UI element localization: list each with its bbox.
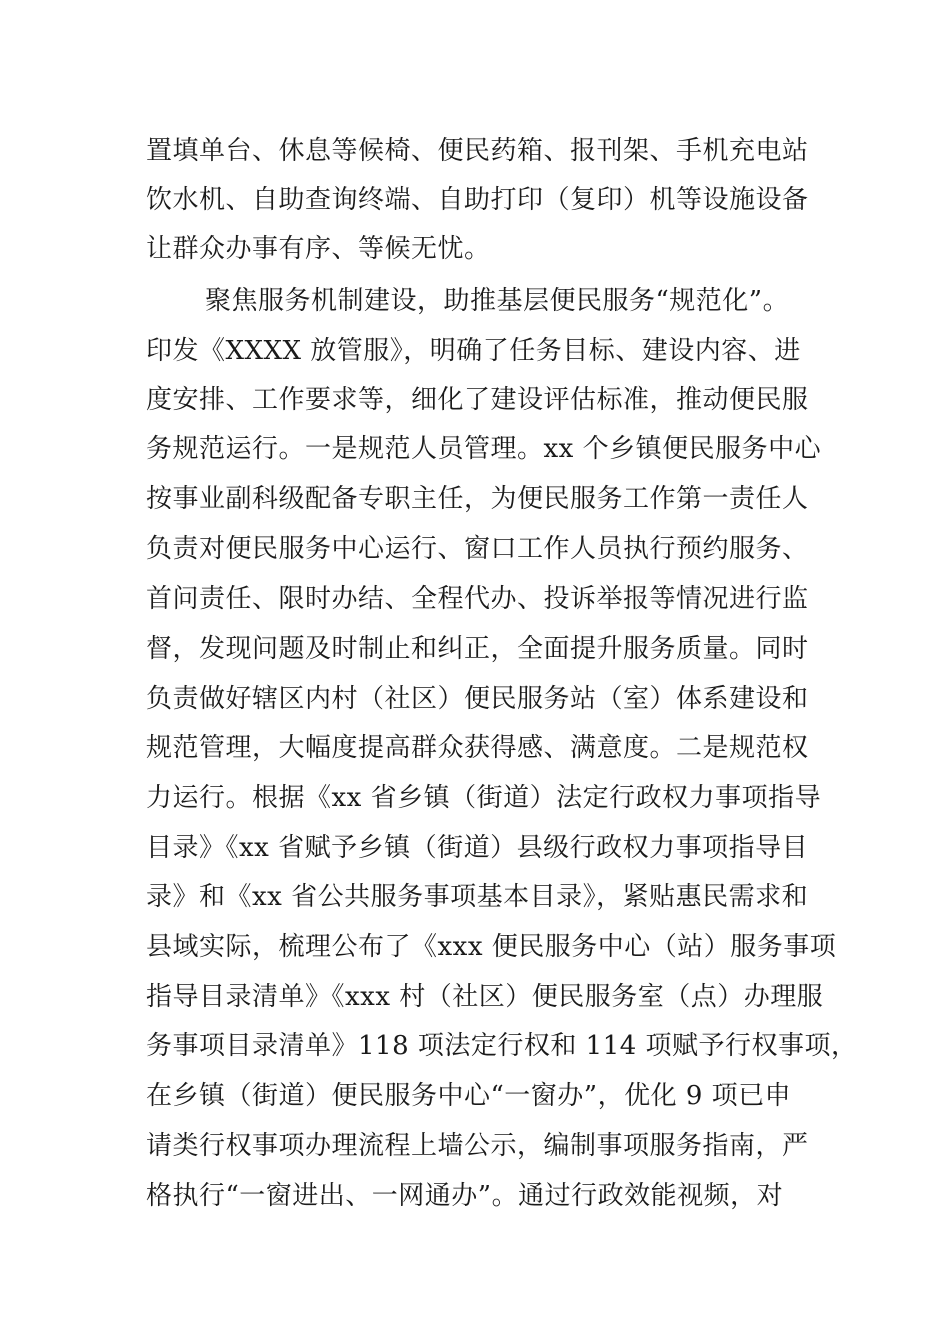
text-line-2: 饮水机、自助查询终端、自助打印（复印）机等设施设备 bbox=[146, 185, 809, 215]
text-line-9: 负责对便民服务中心运行、窗口工作人员执行预约服务、 bbox=[146, 534, 809, 564]
text-line-16: 录》和《xx 省公共服务事项基本目录》，紧贴惠民需求和 bbox=[146, 882, 809, 912]
text-line-11: 督，发现问题及时制止和纠正，全面提升服务质量。同时 bbox=[146, 634, 809, 664]
text-line-8: 按事业副科级配备专职主任，为便民服务工作第一责任人 bbox=[146, 484, 809, 514]
text-line-22: 格执行“一窗进出、一网通办”。通过行政效能视频，对 bbox=[146, 1181, 784, 1211]
text-line-19: 务事项目录清单》118 项法定行权和 114 项赋予行权事项， bbox=[146, 1031, 858, 1061]
text-line-5: 印发《XXXX 放管服》，明确了任务目标、建设内容、进 bbox=[146, 336, 801, 366]
paragraph-heading-line: 聚焦服务机制建设，助推基层便民服务“规范化”。 bbox=[205, 286, 790, 316]
text-line-21: 请类行权事项办理流程上墙公示，编制事项服务指南，严 bbox=[146, 1131, 809, 1161]
text-line-18: 指导目录清单》《xxx 村（社区）便民服务室（点）办理服 bbox=[146, 982, 824, 1012]
text-line-1: 置填单台、休息等候椅、便民药箱、报刊架、手机充电站 bbox=[146, 136, 809, 166]
text-line-12: 负责做好辖区内村（社区）便民服务站（室）体系建设和 bbox=[146, 684, 809, 714]
text-line-17: 县域实际，梳理公布了《xxx 便民服务中心（站）服务事项 bbox=[146, 932, 837, 962]
text-line-3: 让群众办事有序、等候无忧。 bbox=[146, 234, 491, 264]
text-line-13: 规范管理，大幅度提高群众获得感、满意度。二是规范权 bbox=[146, 733, 809, 763]
text-line-6: 度安排、工作要求等，细化了建设评估标准，推动便民服 bbox=[146, 385, 809, 415]
text-line-10: 首问责任、限时办结、全程代办、投诉举报等情况进行监 bbox=[146, 584, 809, 614]
text-line-15: 目录》《xx 省赋予乡镇（街道）县级行政权力事项指导目 bbox=[146, 833, 809, 863]
text-line-20: 在乡镇（街道）便民服务中心“一窗办”，优化 9 项已申 bbox=[146, 1081, 792, 1111]
text-line-14: 力运行。根据《xx 省乡镇（街道）法定行政权力事项指导 bbox=[146, 783, 822, 813]
text-line-7: 务规范运行。一是规范人员管理。xx 个乡镇便民服务中心 bbox=[146, 434, 822, 464]
